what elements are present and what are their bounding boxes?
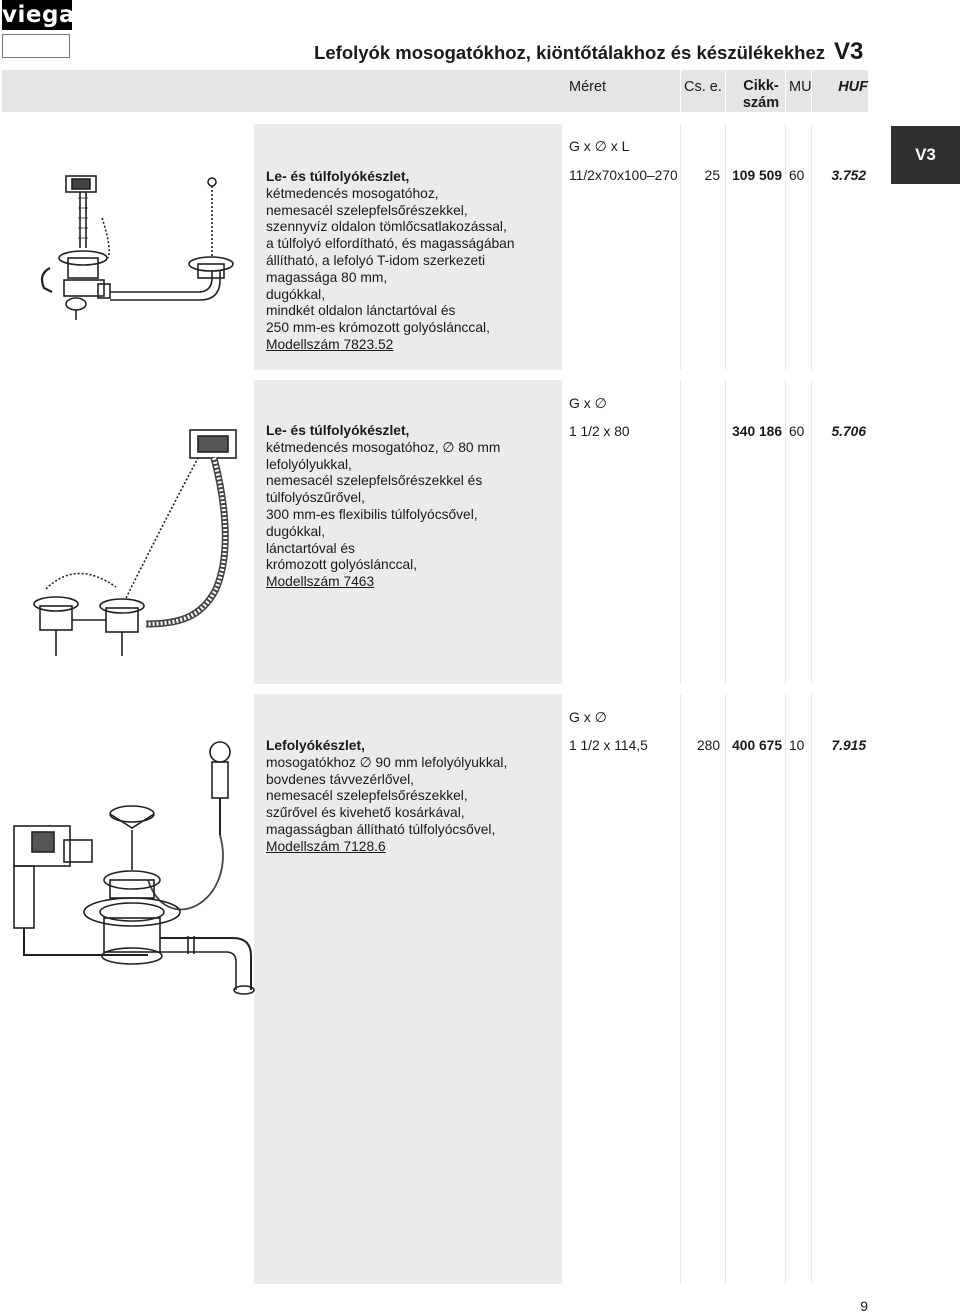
product-2-line: túlfolyószűrővel, — [266, 490, 365, 506]
product-3-cikkszam: 400 675 — [732, 738, 782, 753]
product-3-model-link[interactable]: Modellszám 7128.6 — [266, 838, 386, 854]
product-1-huf: 3.752 — [831, 168, 866, 183]
logo-frame — [2, 34, 70, 58]
column-header-cikkszam-line1: Cikk- — [743, 78, 779, 94]
product-1-size: 11/2x70x100–270 — [569, 168, 678, 183]
column-header-huf: HUF — [838, 79, 868, 95]
column-separator — [725, 380, 726, 684]
product-2-line: dugókkal, — [266, 523, 326, 539]
column-separator — [785, 694, 786, 1284]
product-1-drawing — [30, 168, 245, 328]
product-2-size: 1 1/2 x 80 — [569, 424, 630, 439]
product-3-line: nemesacél szelepfelsőrészekkel, — [266, 788, 468, 804]
column-header-cikkszam — [737, 78, 785, 112]
column-divider — [785, 70, 786, 112]
column-divider — [680, 70, 681, 112]
page-title: Lefolyók mosogatókhoz, kiöntőtálakhoz és készülékekhez — [314, 42, 825, 63]
product-1-model-link[interactable]: Modellszám 7823.52 — [266, 336, 394, 352]
product-2-line: 300 mm-es flexibilis túlfolyócsővel, — [266, 506, 478, 522]
product-3-size-header: G x ∅ — [569, 709, 607, 725]
product-3-line: szűrővel és kivehető kosárkával, — [266, 805, 465, 821]
product-2-model-link[interactable]: Modellszám 7463 — [266, 574, 375, 590]
product-1-cs-e: 25 — [704, 168, 720, 183]
product-1-line: 250 mm-es krómozott golyóslánccal, — [266, 320, 490, 336]
product-2-mu: 60 — [789, 424, 805, 439]
product-2-drawing — [26, 424, 248, 664]
product-2-line: kétmedencés mosogatóhoz, ∅ 80 mm — [266, 439, 501, 455]
product-2-title: Le- és túlfolyókészlet, — [266, 423, 410, 438]
product-3-huf: 7.915 — [831, 738, 866, 753]
product-2-cikkszam: 340 186 — [732, 424, 782, 439]
product-3-mu: 10 — [789, 738, 805, 753]
product-1-line: állítható, a lefolyó T-idom szerkezeti — [266, 252, 486, 268]
column-separator — [680, 380, 681, 684]
product-1-description — [266, 169, 556, 354]
page-number: 9 — [860, 1298, 868, 1314]
product-2-line: lefolyólyukkal, — [266, 456, 352, 472]
column-separator — [785, 380, 786, 684]
product-3-values-area — [562, 694, 868, 1284]
product-3-drawing — [8, 740, 258, 1000]
product-3-cs-e: 280 — [696, 738, 720, 753]
product-3-line: magasságban állítható túlfolyócsővel, — [266, 821, 496, 837]
product-2-line: krómozott golyóslánccal, — [266, 557, 418, 573]
column-separator — [785, 124, 786, 370]
product-1-title: Le- és túlfolyókészlet, — [266, 169, 410, 184]
product-1-cikkszam: 109 509 — [732, 168, 782, 183]
product-1-line: dugókkal, — [266, 286, 326, 302]
product-2-line: nemesacél szelepfelsőrészekkel és — [266, 473, 483, 489]
section-side-tab: V3 — [891, 126, 960, 184]
product-3-line: mosogatókhoz ∅ 90 mm lefolyólyukkal, — [266, 754, 508, 770]
column-header-cikkszam-line2: szám — [742, 95, 780, 111]
product-1-line: nemesacél szelepfelsőrészekkel, — [266, 202, 468, 218]
column-separator — [680, 124, 681, 370]
column-header-cs-e: Cs. e. — [684, 79, 722, 95]
section-code: V3 — [834, 38, 864, 65]
column-header-size: Méret — [569, 79, 607, 95]
column-divider — [725, 70, 726, 112]
product-1-mu: 60 — [789, 168, 805, 183]
product-2-description — [266, 423, 556, 591]
column-separator — [725, 124, 726, 370]
product-1-line: szennyvíz oldalon tömlőcsatlakozással, — [266, 219, 507, 235]
column-separator — [680, 694, 681, 1284]
product-1-size-header: G x ∅ x L — [569, 138, 630, 154]
product-1-line: kétmedencés mosogatóhoz, — [266, 185, 439, 201]
viega-logo: viega — [2, 2, 75, 28]
product-1-line: magassága 80 mm, — [266, 269, 388, 285]
column-separator — [811, 694, 812, 1284]
product-1-line: a túlfolyó elfordítható, és magasságában — [266, 236, 515, 252]
product-2-line: lánctartóval és — [266, 540, 355, 556]
product-1-values-area — [562, 124, 868, 370]
product-3-description — [266, 738, 556, 856]
column-separator — [811, 380, 812, 684]
product-2-huf: 5.706 — [831, 424, 866, 439]
column-header-mu: MU — [789, 79, 812, 95]
product-3-title: Lefolyókészlet, — [266, 738, 365, 753]
product-3-size: 1 1/2 x 114,5 — [569, 738, 648, 753]
product-2-size-header: G x ∅ — [569, 395, 607, 411]
product-1-line: mindkét oldalon lánctartóval és — [266, 303, 456, 319]
column-separator — [811, 124, 812, 370]
column-separator — [725, 694, 726, 1284]
product-3-line: bovdenes távvezérlővel, — [266, 771, 415, 787]
